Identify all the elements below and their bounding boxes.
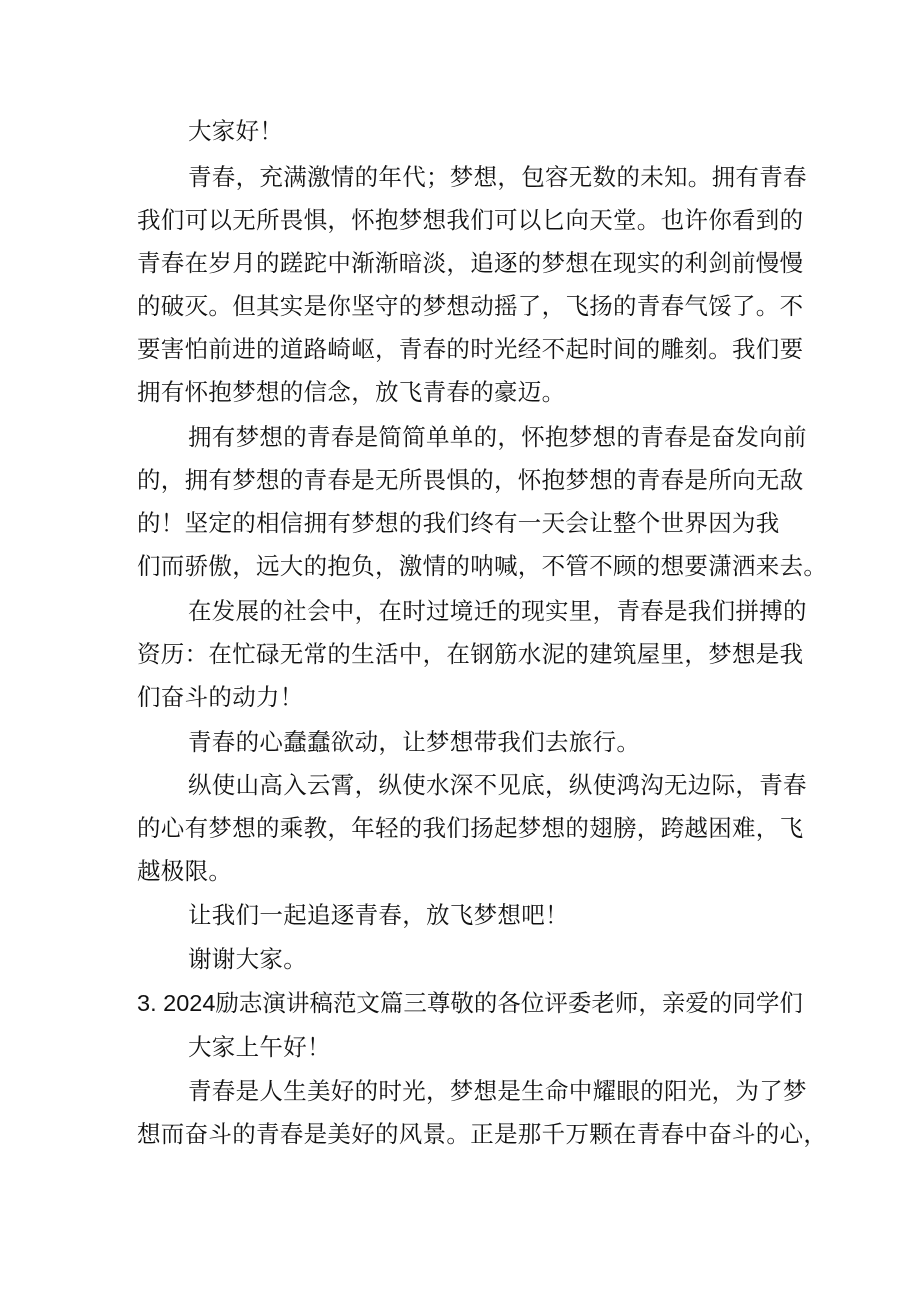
paragraph-line: 的心有梦想的乘教，年轻的我们扬起梦想的翅膀，跨越困难，飞 xyxy=(137,814,804,842)
paragraph-line: 要害怕前进的道路崎岖，青春的时光经不起时间的雕刻。我们要 xyxy=(137,335,804,363)
paragraph-line: 拥有梦想的青春是简简单单的，怀抱梦想的青春是奋发向前 xyxy=(188,423,807,451)
greeting-line: 大家好！ xyxy=(188,117,284,145)
paragraph-line: 拥有怀抱梦想的信念，放飞青春的豪迈。 xyxy=(137,378,566,406)
paragraph-line: 想而奋斗的青春是美好的风景。正是那千万颗在青春中奋斗的心， xyxy=(137,1120,828,1148)
paragraph-line: 青春是人生美好的时光，梦想是生命中耀眼的阳光，为了梦 xyxy=(188,1077,807,1105)
paragraph-line: 青春在岁月的蹉跎中渐渐暗淡，追逐的梦想在现实的利剑前慢慢 xyxy=(137,249,804,277)
closing-line: 谢谢大家。 xyxy=(188,945,307,973)
paragraph-line: 资历：在忙碌无常的生活中，在钢筋水泥的建筑屋里，梦想是我 xyxy=(137,640,804,668)
paragraph-line: 的破灭。但其实是你坚守的梦想动摇了，飞扬的青春气馁了。不 xyxy=(137,292,804,320)
paragraph-line: 的！坚定的相信拥有梦想的我们终有一天会让整个世界因为我 xyxy=(137,509,780,537)
section-heading: 3. 2024励志演讲稿范文篇三尊敬的各位评委老师，亲爱的同学们 xyxy=(137,990,803,1016)
paragraph-line: 越极限。 xyxy=(137,857,233,885)
paragraph-line: 青春，充满激情的年代；梦想，包容无数的未知。拥有青春 xyxy=(188,163,807,191)
paragraph-line: 纵使山高入云霄，纵使水深不见底，纵使鸿沟无边际，青春 xyxy=(188,771,807,799)
paragraph-line: 青春的心蠢蠢欲动，让梦想带我们去旅行。 xyxy=(188,728,641,756)
paragraph-line: 的，拥有梦想的青春是无所畏惧的，怀抱梦想的青春是所向无敌 xyxy=(137,466,804,494)
paragraph-line: 我们可以无所畏惧，怀抱梦想我们可以匕向天堂。也许你看到的 xyxy=(137,206,804,234)
greeting-line: 大家上午好！ xyxy=(188,1033,331,1061)
paragraph-line: 让我们一起追逐青春，放飞梦想吧！ xyxy=(188,901,569,929)
paragraph-line: 们奋斗的动力！ xyxy=(137,683,304,711)
paragraph-line: 在发展的社会中，在时过境迁的现实里，青春是我们拼搏的 xyxy=(188,597,807,625)
paragraph-line: 们而骄傲，远大的抱负，激情的呐喊，不管不顾的想要潇洒来去。 xyxy=(137,552,828,580)
